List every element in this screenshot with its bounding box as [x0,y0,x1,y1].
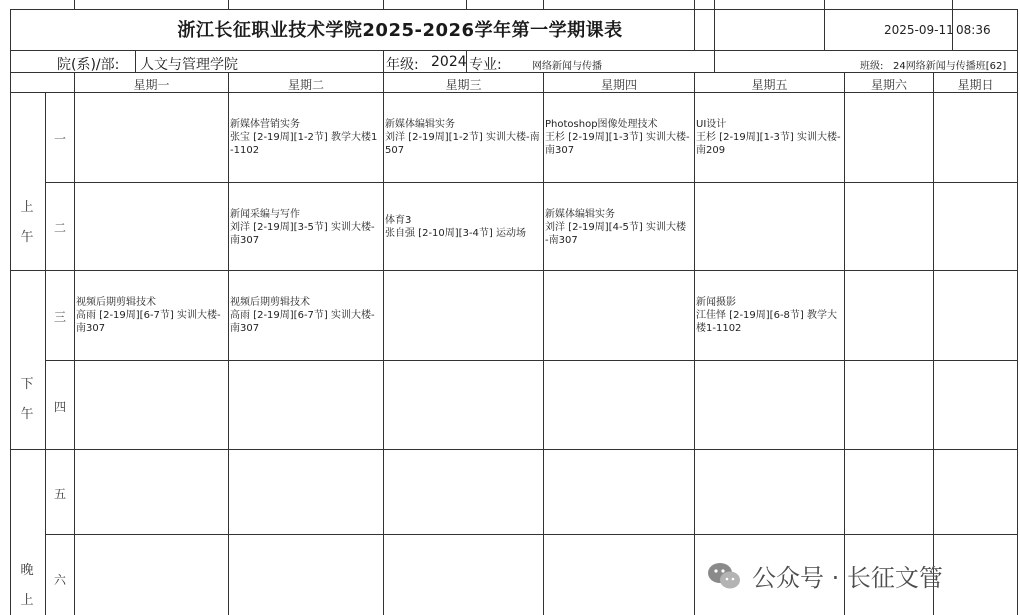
wechat-icon [706,561,742,591]
dept-value: 人文与管理学院 [140,57,238,73]
day-header-tue: 星期二 [287,78,324,92]
segment-morning-label: 上 午 [20,200,34,245]
segment-afternoon [12,377,42,422]
period-label-4: 四 [53,400,66,414]
period-label-2: 二 [53,221,66,235]
day-header-thu: 星期四 [600,78,637,92]
course-cell[interactable]: Photoshop图像处理技术 王杉 [2-19周][1-3节] 实训大楼- 南307 [545,119,690,156]
period-label-1: 一 [53,132,66,146]
course-cell[interactable]: UI设计 王杉 [2-19周][1-3节] 实训大楼- 南209 [696,119,841,156]
segment-morning [12,200,42,245]
class-label: 班级: [860,61,884,72]
period-label-3: 三 [53,310,66,324]
segment-evening [12,563,42,608]
day-header-wed: 星期三 [445,78,482,92]
period-label-6: 六 [53,573,66,587]
course-cell[interactable]: 体育3 张自强 [2-10周][3-4节] 运动场 [385,215,526,239]
print-date: 2025-09-11 [884,23,954,37]
day-header-sun: 星期日 [957,78,994,92]
grade-label: 年级: [386,57,419,73]
course-cell[interactable]: 新闻摄影 江佳怿 [2-19周][6-8节] 教学大 楼1-1102 [696,297,837,334]
course-cell[interactable]: 视频后期剪辑技术 高雨 [2-19周][6-7节] 实训大楼- 南307 [230,297,375,334]
page-title: 浙江长征职业技术学院2025-2026学年第一学期课表 [177,20,623,41]
segment-afternoon-label: 下 午 [20,377,34,422]
period-label-5: 五 [53,487,66,501]
course-cell[interactable]: 新媒体编辑实务 刘洋 [2-19周][4-5节] 实训大楼 -南307 [545,209,686,246]
segment-evening-label: 晚 上 [20,563,34,608]
major-label: 专业: [469,57,502,73]
course-cell[interactable]: 视频后期剪辑技术 高雨 [2-19周][6-7节] 实训大楼- 南307 [76,297,221,334]
day-header-fri: 星期五 [751,78,788,92]
class-value: 24网络新闻与传播班[62] [893,61,1007,72]
major-value: 网络新闻与传播 [532,61,602,72]
course-cell[interactable]: 新闻采编与写作 刘洋 [2-19周][3-5节] 实训大楼- 南307 [230,209,375,246]
dept-label: 院(系)/部: [57,57,120,73]
watermark-text: 公众号 · 长征文管 [752,564,943,592]
course-cell[interactable]: 新媒体营销实务 张宝 [2-19周][1-2节] 教学大楼1 -1102 [230,119,378,156]
watermark [706,558,943,593]
print-time: 08:36 [956,23,991,37]
day-header-sat: 星期六 [870,78,907,92]
day-header-mon: 星期一 [133,78,170,92]
course-cell[interactable]: 新媒体编辑实务 刘洋 [2-19周][1-2节] 实训大楼-南 507 [385,119,540,156]
grade-value: 2024 [431,54,467,70]
